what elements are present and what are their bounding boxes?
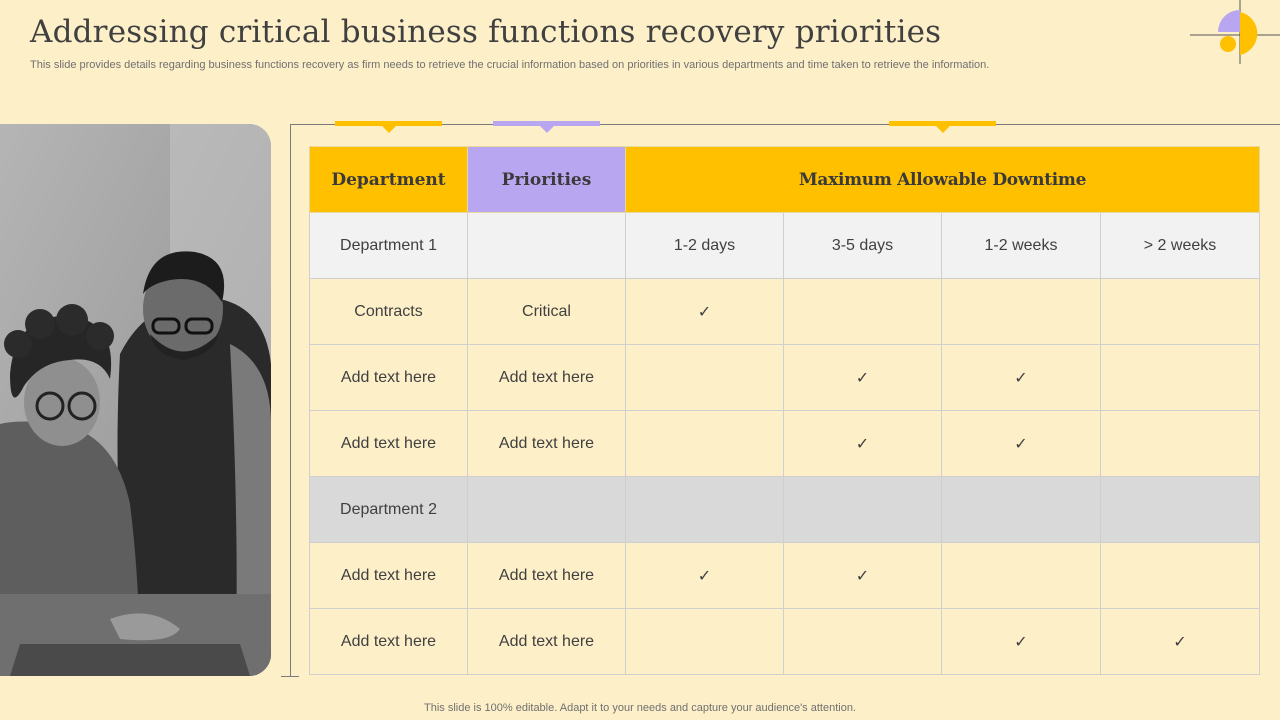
cell-check: ✓	[784, 543, 942, 609]
header-priorities: Priorities	[468, 147, 626, 213]
table-row	[310, 345, 1260, 411]
cell-check: ✓	[942, 411, 1101, 477]
cell-check	[626, 477, 784, 543]
cell-check: ✓	[626, 543, 784, 609]
cell-check: ✓	[942, 609, 1101, 675]
cell-department: Department 1	[310, 213, 468, 279]
cell-department: Add text here	[310, 543, 468, 609]
cell-priority: Critical	[468, 279, 626, 345]
table-header-row	[310, 147, 1260, 213]
recovery-priorities-table	[309, 146, 1260, 675]
cell-check	[1101, 411, 1260, 477]
table-row	[310, 543, 1260, 609]
cell-check: ✓	[1101, 609, 1260, 675]
cell-check	[626, 609, 784, 675]
cell-check	[1101, 279, 1260, 345]
cell-department: Contracts	[310, 279, 468, 345]
cell-check	[784, 279, 942, 345]
cell-check	[942, 279, 1101, 345]
cell-check	[1101, 477, 1260, 543]
cell-downtime: 3-5 days	[784, 213, 942, 279]
cell-check: ✓	[784, 345, 942, 411]
footer-note: This slide is 100% editable. Adapt it to your needs and capture your audience's attention.	[424, 702, 856, 714]
table-row	[310, 477, 1260, 543]
cell-priority: Add text here	[468, 411, 626, 477]
page-subtitle: This slide provides details regarding business functions recovery as firm needs to retrieve the crucial information based on priorities in various departments and time taken to retrieve the information.	[30, 59, 990, 71]
cell-check	[626, 345, 784, 411]
department-column-marker	[335, 121, 442, 126]
cell-check	[784, 477, 942, 543]
cell-priority: Add text here	[468, 543, 626, 609]
cell-check	[626, 411, 784, 477]
cell-department: Department 2	[310, 477, 468, 543]
priorities-column-marker	[493, 121, 600, 126]
cell-downtime: 1-2 days	[626, 213, 784, 279]
table-row	[310, 279, 1260, 345]
frame-line-bottom	[281, 676, 299, 677]
team-photo-image	[0, 124, 271, 676]
cell-department: Add text here	[310, 411, 468, 477]
team-photo	[0, 124, 271, 676]
cell-priority	[468, 213, 626, 279]
header-max-allowable-downtime: Maximum Allowable Downtime	[626, 147, 1260, 213]
cell-check	[784, 609, 942, 675]
cell-check: ✓	[784, 411, 942, 477]
cell-check	[1101, 543, 1260, 609]
decorative-logo-icon	[1190, 0, 1280, 70]
cell-check	[942, 543, 1101, 609]
cell-priority: Add text here	[468, 609, 626, 675]
cell-check	[1101, 345, 1260, 411]
downtime-column-marker	[889, 121, 996, 126]
cell-priority: Add text here	[468, 345, 626, 411]
table-row	[310, 411, 1260, 477]
cell-check: ✓	[626, 279, 784, 345]
cell-department: Add text here	[310, 609, 468, 675]
cell-downtime: > 2 weeks	[1101, 213, 1260, 279]
page-title: Addressing critical business functions recovery priorities	[30, 14, 942, 50]
table-row	[310, 609, 1260, 675]
cell-department: Add text here	[310, 345, 468, 411]
frame-line-left	[290, 124, 291, 676]
cell-check: ✓	[942, 345, 1101, 411]
header-department: Department	[310, 147, 468, 213]
cell-check	[942, 477, 1101, 543]
cell-priority	[468, 477, 626, 543]
cell-downtime: 1-2 weeks	[942, 213, 1101, 279]
table-row	[310, 213, 1260, 279]
